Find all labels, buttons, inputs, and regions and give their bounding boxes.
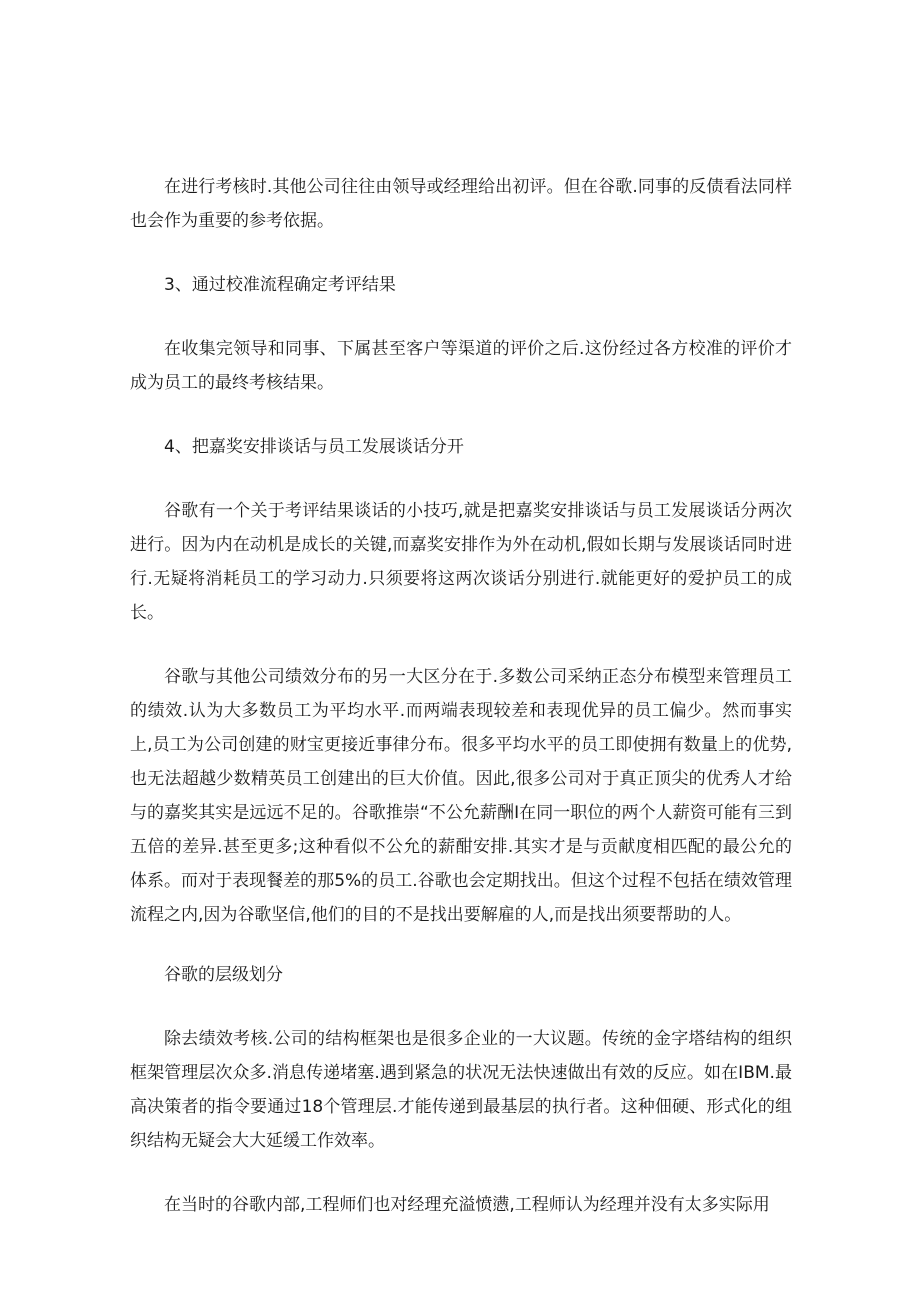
paragraph-engineers-managers: 在当时的谷歌内部,工程师们也对经理充溢愤懑,工程师认为经理并没有太多实际用: [164, 1195, 770, 1215]
paragraph-separate-talks: 谷歌有一个关于考评结果谈话的小技巧,就是把嘉奖安排谈话与员工发展谈话分两次进行。因为内在动机是成长的关键,而嘉奖安排作为外在动机,假如长期与发展谈话同时进行.无疑将消耗员工的学习动力.只须要将这两次谈话分别进行.就能更好的爱护员工的成长。: [130, 501, 792, 623]
heading-separate-talks: 4、把嘉奖安排谈话与员工发展谈话分开: [164, 437, 464, 457]
heading-hierarchy: 谷歌的层级划分: [164, 965, 283, 985]
paragraph-performance-distribution: 谷歌与其他公司绩效分布的另一大区分在于.多数公司采纳正态分布模型来管理员工的绩效.认为大多数员工为平均水平.而两端表现较差和表现优异的员工偏少。然而事实上,员工为公司创建的财宝更接近事律分布。很多平均水平的员工即使拥有数量上的优势,也无法超越少数精英员工创建出的巨大价值。因此,很多公司对于真正顶尖的优秀人才给与的嘉奖其实是远远不足的。谷歌推崇“不公允薪酬I在同一职位的两个人薪资可能有三到五倍的差异.甚至更多;这种看似不公允的薪酣安排.其实才是与贡献度相匹配的最公允的体系。而对于表现餐差的那5%的员工.谷歌也会定期找出。但这个过程不包括在绩效管理流程之内,因为谷歌坚信,他们的目的不是找出要解雇的人,而是找出须要帮助的人。: [130, 667, 792, 925]
paragraph-calibration: 在收集完领导和同事、下属甚至客户等渠道的评价之后.这份经过各方校准的评价才成为员工的最终考核结果。: [130, 339, 792, 393]
heading-calibration: 3、通过校准流程确定考评结果: [164, 275, 396, 295]
document-body: [130, 170, 792, 1252]
paragraph-organization-structure: 除去绩效考核.公司的结构框架也是很多企业的一大议题。传统的金字塔结构的组织框架管理层次众多.消息传递堵塞.遇到紧急的状况无法快速做出有效的反应。如在IBM.最高决策者的指令要通过18个管理层.才能传递到最基层的执行者。这种佃硬、形式化的组织结构无疑会大大延缓工作效率。: [130, 1029, 792, 1151]
paragraph-peer-feedback: 在进行考核时.其他公司往往由领导或经理给出初评。但在谷歌.同事的反债看法同样也会作为重要的参考依据。: [130, 177, 792, 231]
